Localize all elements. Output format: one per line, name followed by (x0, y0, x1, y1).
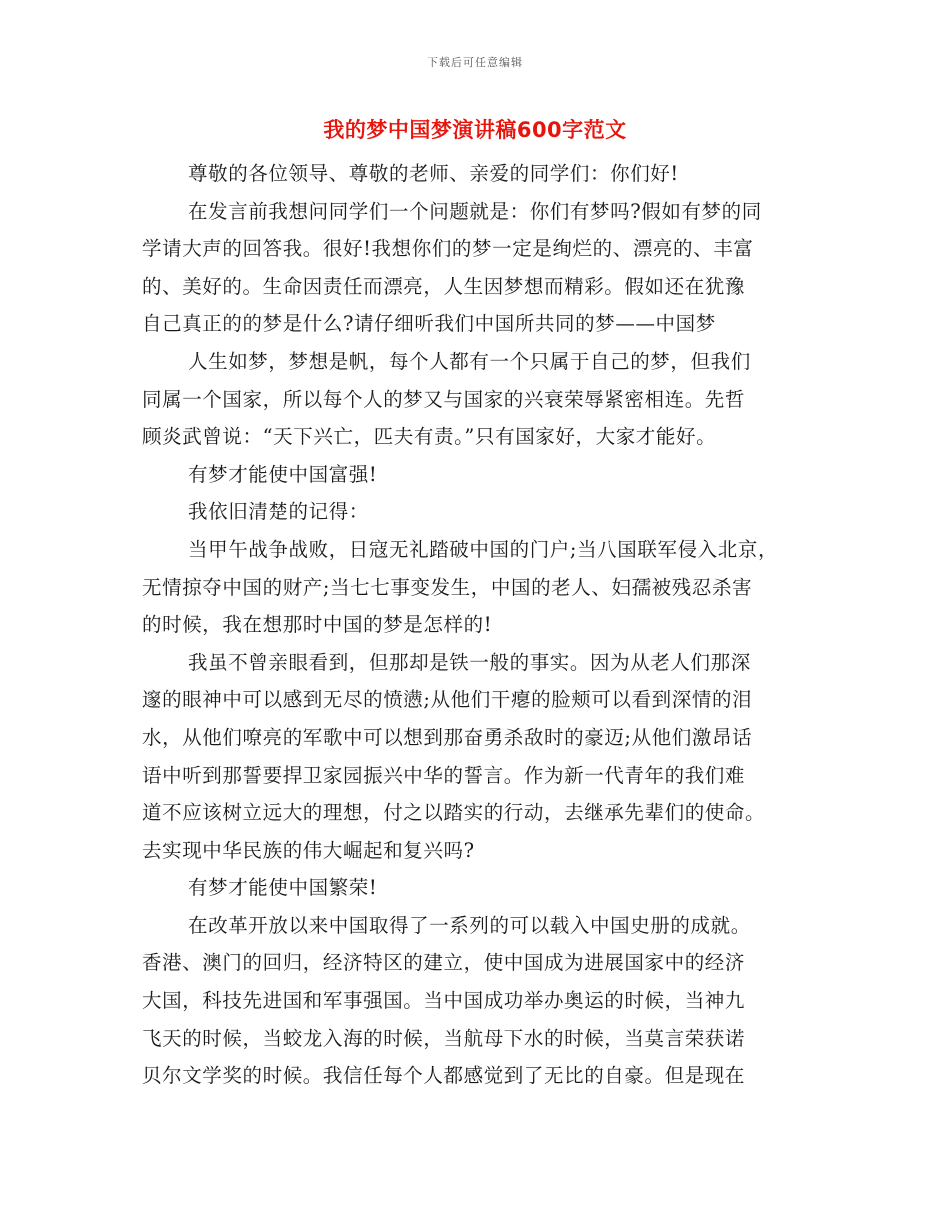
text-line: 我依旧清楚的记得： (188, 500, 369, 524)
text-line: 学请大声的回答我。很好!我想你们的梦一定是绚烂的、漂亮的、丰富 (142, 237, 754, 261)
text-line: 道不应该树立远大的理想，付之以踏实的行动，去继承先辈们的使命。 (142, 801, 766, 825)
text-line: 有梦才能使中国繁荣! (188, 876, 378, 900)
text-line: 去实现中华民族的伟大崛起和复兴吗? (142, 838, 475, 862)
text-line: 香港、澳门的回归，经济特区的建立，使中国成为进展国家中的经济 (142, 951, 746, 975)
text-line: 我虽不曾亲眼看到，但那却是铁一般的事实。因为从老人们那深 (188, 650, 751, 674)
text-line: 人生如梦，梦想是帆，每个人都有一个只属于自己的梦，但我们 (188, 349, 751, 373)
speech-body (142, 155, 810, 1095)
text-line: 飞天的时候，当蛟龙入海的时候，当航母下水的时候，当莫言荣获诺 (142, 1026, 746, 1050)
text-line: 在改革开放以来中国取得了一系列的可以载入中国史册的成就。 (188, 913, 751, 937)
text-line: 自己真正的的梦是什么?请仔细听我们中国所共同的梦——中国梦 (142, 312, 716, 336)
text-line: 同属一个国家，所以每个人的梦又与国家的兴衰荣辱紧密相连。先哲 (142, 387, 746, 411)
text-line: 水，从他们嘹亮的军歌中可以想到那奋勇杀敌时的豪迈;从他们激昂话 (142, 725, 753, 749)
text-line: 语中听到那誓要捍卫家园振兴中华的誓言。作为新一代青年的我们难 (142, 763, 746, 787)
text-line: 的时候，我在想那时中国的梦是怎样的! (142, 613, 493, 637)
text-line: 当甲午战争战败，日寇无礼踏破中国的门户;当八国联军侵入北京， (188, 537, 779, 561)
text-line: 大国，科技先进国和军事强国。当中国成功举办奥运的时候，当神九 (142, 989, 746, 1013)
text-line: 的、美好的。生命因责任而漂亮，人生因梦想而精彩。假如还在犹豫 (142, 274, 746, 298)
text-line: 尊敬的各位领导、尊敬的老师、亲爱的同学们：你们好! (188, 162, 679, 185)
document-title: 我的梦中国梦演讲稿600字范文 (323, 118, 627, 142)
text-line: 在发言前我想问同学们一个问题就是：你们有梦吗?假如有梦的同 (188, 199, 762, 223)
text-line: 邃的眼神中可以感到无尽的愤懑;从他们干瘪的脸颊可以看到深情的泪 (142, 688, 753, 712)
text-line: 贝尔文学奖的时候。我信任每个人都感觉到了无比的自豪。但是现在 (142, 1064, 746, 1088)
header-note: 下载后可任意编辑 (427, 56, 523, 69)
text-line: 无情掠夺中国的财产;当七七事变发生，中国的老人、妇孺被残忍杀害 (142, 575, 753, 599)
text-line: 有梦才能使中国富强! (188, 462, 378, 486)
text-line: 顾炎武曾说：“天下兴亡，匹夫有责。”只有国家好，大家才能好。 (142, 425, 717, 449)
